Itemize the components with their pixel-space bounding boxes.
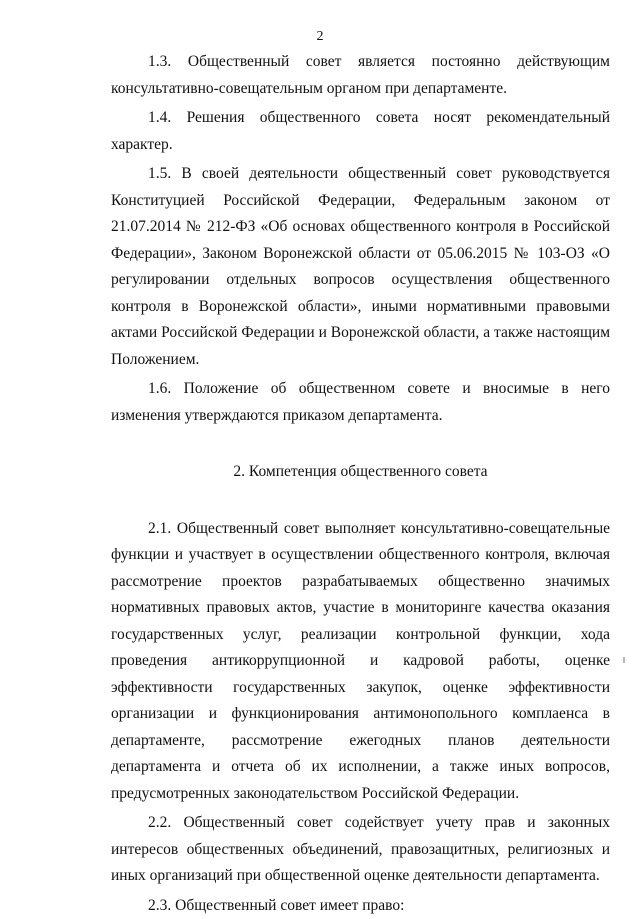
paragraph-1-6: 1.6. Положение об общественном совете и вносимые в него изменения утверждаются приказом департамента. [111, 376, 610, 429]
paragraph-1-5: 1.5. В своей деятельности общественный совет руководствуется Конституцией Российской Федерации, Федеральным законом от 21.07.2014 № 212-ФЗ «Об основах общественного контроля в Российской Федерации», Законом Воронежской области от 05.06.2015 № 103-ОЗ «О регулировании отдельных вопросов осуществления общественного контроля в Воронежской области», иными нормативными правовыми актами Российской Федерации и Воронежской области, а также настоящим Положением. [111, 161, 610, 373]
paragraph-2-3: 2.3. Общественный совет имеет право: [111, 893, 610, 919]
document-body [111, 49, 610, 919]
paragraph-2-1: 2.1. Общественный совет выполняет консультативно-совещательные функции и участвует в осуществлении общественного контроля, включая рассмотрение проектов разрабатываемых общественно значимых нормативных правовых актов, участие в мониторинге качества оказания государственных услуг, реализации контрольной функции, хода проведения антикоррупционной и кадровой работы, оценке эффективности государственных закупок, оценке эффективности организации и функционирования антимонопольного комплаенса в департаменте, рассмотрение ежегодных планов деятельности департамента и отчета об их исполнении, а также иных вопросов, предусмотренных законодательством Российской Федерации. [111, 516, 610, 808]
section-heading: 2. Компетенция общественного совета [111, 459, 610, 486]
paragraph-1-4: 1.4. Решения общественного совета носят рекомендательный характер. [111, 105, 610, 158]
page-number: 2 [0, 28, 640, 46]
paragraph-1-3: 1.3. Общественный совет является постоянно действующим консультативно-совещательным органом при департаменте. [111, 49, 610, 102]
scan-speck [623, 657, 625, 663]
paragraph-2-2: 2.2. Общественный совет содействует учету прав и законных интересов общественных объединений, правозащитных, религиозных и иных организаций при общественной оценке деятельности департамента. [111, 810, 610, 890]
